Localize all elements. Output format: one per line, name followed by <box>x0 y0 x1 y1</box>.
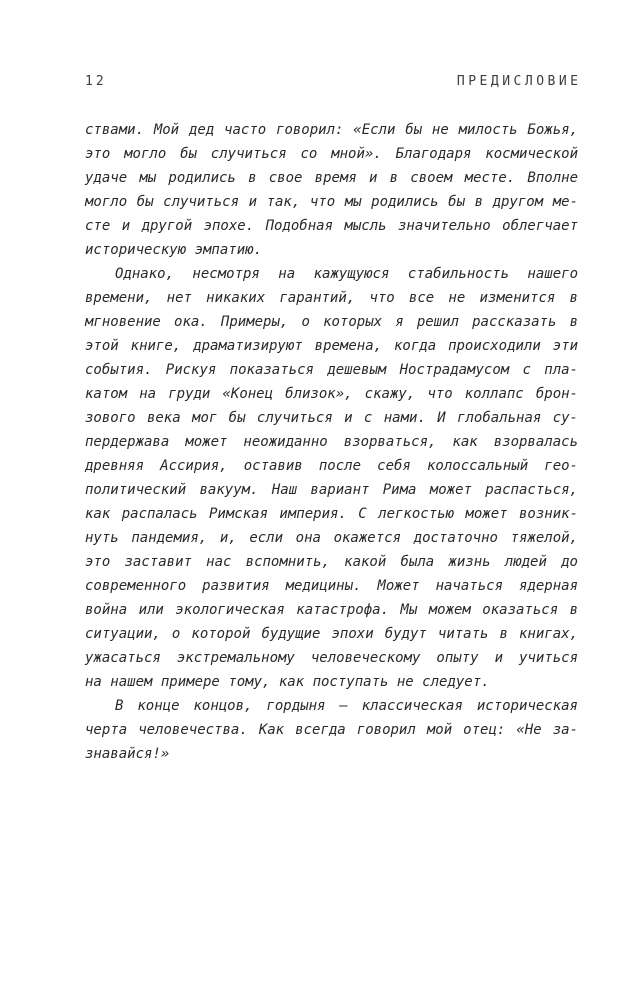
text-line: удаче мы родились в свое время и в своем месте. Вполне <box>85 170 578 186</box>
text-line: война или экологическая катастрофа. Мы можем оказаться в <box>85 602 578 618</box>
page-header <box>85 74 582 89</box>
text-line: знавайся!» <box>85 746 170 762</box>
text-line: это заставит нас вспомнить, какой была жизнь людей до <box>85 554 578 570</box>
text-line: мгновение ока. Примеры, о которых я решил рассказать в <box>85 314 578 330</box>
text-line: нуть пандемия, и, если она окажется достаточно тяжелой, <box>85 530 578 546</box>
text-line: времени, нет никаких гарантий, что все не изменится в <box>85 290 578 306</box>
text-line: современного развития медицины. Может начаться ядерная <box>85 578 578 594</box>
text-line: могло бы случиться и так, что мы родились бы в другом ме- <box>85 194 578 210</box>
body-text <box>85 118 578 766</box>
text-line: ствами. Мой дед часто говорил: «Если бы не милость Божья, <box>85 122 578 138</box>
text-line: зового века мог бы случиться и с нами. И глобальная су- <box>85 410 578 426</box>
text-line: ужасаться экстремальному человеческому опыту и учиться <box>85 650 578 666</box>
running-title: ПРЕДИСЛОВИЕ <box>456 74 582 89</box>
text-line: сте и другой эпохе. Подобная мысль значительно облегчает <box>85 218 578 234</box>
text-line: пердержава может неожиданно взорваться, как взорвалась <box>85 434 578 450</box>
text-line: это могло бы случиться со мной». Благодаря космической <box>85 146 578 162</box>
text-line: В конце концов, гордыня — классическая историческая <box>115 698 578 714</box>
text-line: ситуации, о которой будущие эпохи будут читать в книгах, <box>85 626 578 642</box>
text-line: как распалась Римская империя. С легкостью может возник- <box>85 506 578 522</box>
page-number: 12 <box>85 74 107 89</box>
text-line: черта человечества. Как всегда говорил мой отец: «Не за- <box>85 722 578 738</box>
text-line: историческую эмпатию. <box>85 242 263 258</box>
text-line: события. Рискуя показаться дешевым Нострадамусом с пла- <box>85 362 578 378</box>
text-line: на нашем примере тому, как поступать не следует. <box>85 674 490 690</box>
text-line: этой книге, драматизируют времена, когда происходили эти <box>85 338 578 354</box>
text-line: Однако, несмотря на кажущуюся стабильность нашего <box>115 266 578 282</box>
text-line: древняя Ассирия, оставив после себя колоссальный гео- <box>85 458 578 474</box>
text-line: катом на груди «Конец близок», скажу, что коллапс брон- <box>85 386 578 402</box>
text-line: политический вакуум. Наш вариант Рима может распасться, <box>85 482 578 498</box>
